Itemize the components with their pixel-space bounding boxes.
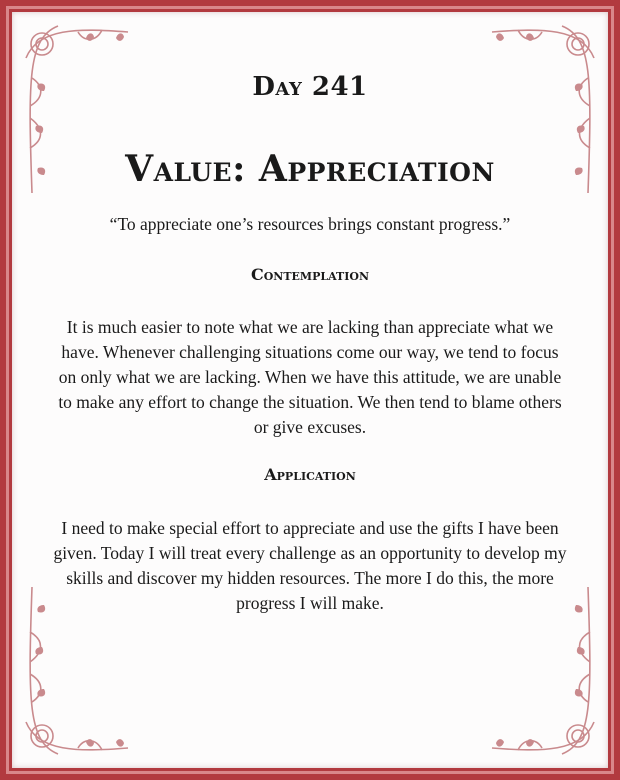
contemplation-heading: Contemplation bbox=[250, 265, 370, 284]
quote: “To appreciate one’s resources brings constant progress.” bbox=[109, 214, 511, 234]
contemplation-text: It is much easier to note what we are lacking than appreciate what we have. Whenever challenging situations come our way, we tend to focus on only what we are lacking. When we have this attitude, we are unable to make any effort to change the situation. We then tend to blame others or give excuses. bbox=[58, 317, 562, 437]
application-text: I need to make special effort to appreciate and use the gifts I have been given. Today I will treat every challenge as an opportunity to develop my skills and discover my hidden resources. The more I do this, the more progress I will make. bbox=[53, 518, 567, 613]
value-title: Value: Appreciation bbox=[125, 148, 495, 190]
application-heading: Application bbox=[264, 465, 356, 484]
day-title: Day 241 bbox=[252, 72, 368, 102]
page-card bbox=[12, 12, 608, 768]
